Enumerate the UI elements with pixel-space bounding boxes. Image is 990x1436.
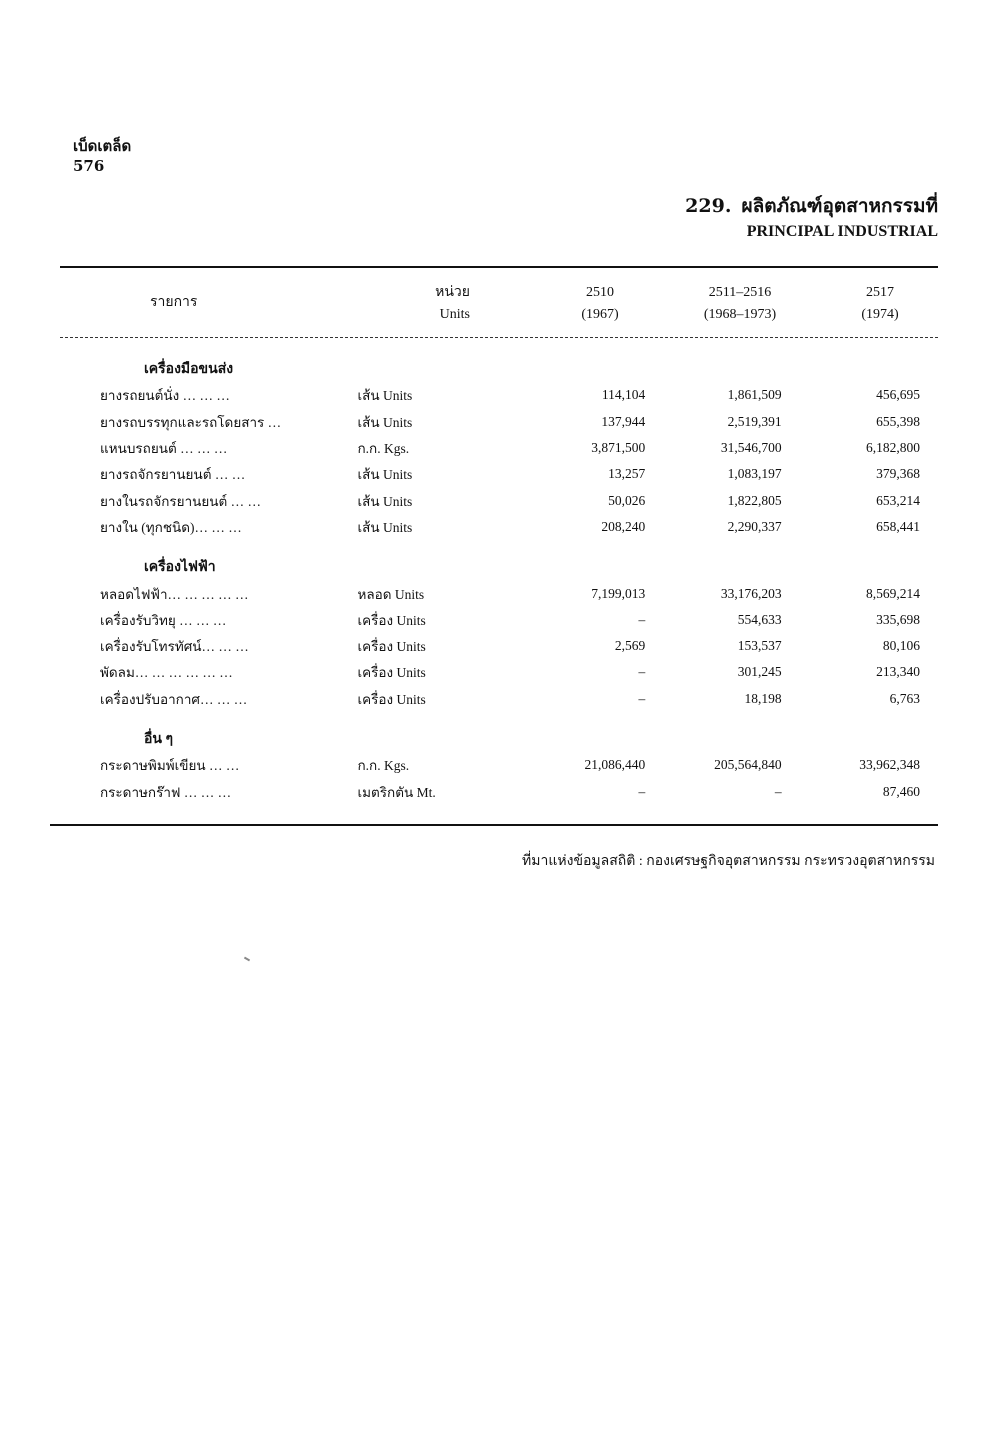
- row-unit: ก.ก. Kgs.: [357, 441, 410, 457]
- header-unit-english: Units: [439, 307, 470, 322]
- table-row: [100, 382, 920, 408]
- row-value-2511-2516: 2,290,337: [727, 518, 782, 534]
- header-col-2511-2516: [680, 282, 800, 326]
- table-row: [100, 409, 920, 435]
- running-head: [73, 136, 131, 176]
- row-unit: เครื่อง Units: [357, 612, 426, 628]
- row-unit: เครื่อง Units: [357, 639, 426, 655]
- row-value-2510: –: [638, 690, 646, 706]
- table-row: [100, 659, 920, 685]
- row-value-2510: –: [638, 611, 646, 627]
- row-item-label: พัดลม… … … … … …: [100, 665, 233, 681]
- row-value-2510: 7,199,013: [591, 585, 646, 601]
- source-note: ที่มาแห่งข้อมูลสถิติ : กองเศรษฐกิจอุตสาหกรรม กระทรวงอุตสาหกรรม: [522, 854, 935, 869]
- row-value-2510: 50,026: [608, 492, 646, 508]
- row-unit: เส้น Units: [357, 414, 413, 430]
- row-item-label: กระดาษกร๊าฟ … … …: [100, 784, 232, 800]
- header-col-2517: [845, 282, 915, 326]
- header-item: รายการ: [150, 295, 198, 310]
- row-value-2517: 80,106: [882, 638, 920, 654]
- row-item-label: แหนบรถยนต์ … … …: [100, 441, 228, 457]
- row-unit: เส้น Units: [357, 519, 413, 535]
- table-title-thai: ผลิตภัณฑ์อุตสาหกรรมที่: [741, 195, 938, 217]
- header-col3-year: 2517: [866, 285, 894, 300]
- row-value-2511-2516: 153,537: [737, 638, 782, 654]
- row-item-label: กระดาษพิมพ์เขียน … …: [100, 758, 240, 774]
- data-table-body: [100, 356, 920, 805]
- row-value-2517: 6,763: [889, 690, 920, 706]
- section-heading: เครื่องไฟฟ้า: [144, 560, 216, 576]
- header-col-2510: [560, 282, 640, 326]
- row-item-label: ยางรถจักรยานยนต์ … …: [100, 467, 246, 483]
- row-value-2510: 13,257: [608, 466, 646, 482]
- row-value-2511-2516: 1,861,509: [727, 387, 782, 403]
- running-head-title: เบ็ดเตล็ด: [73, 137, 132, 155]
- row-value-2511-2516: 18,198: [744, 690, 782, 706]
- row-item-label: ยางรถบรรทุกและรถโดยสาร …: [100, 414, 282, 430]
- header-unit: [400, 282, 470, 326]
- row-unit: หลอด Units: [357, 586, 425, 602]
- row-unit: เส้น Units: [357, 388, 413, 404]
- row-item-label: เครื่องรับวิทยุ … … …: [100, 612, 227, 628]
- row-value-2510: 21,086,440: [584, 757, 646, 773]
- row-value-2511-2516: –: [774, 783, 782, 799]
- page-number: 576: [73, 157, 105, 175]
- row-value-2510: –: [638, 783, 646, 799]
- row-unit: ก.ก. Kgs.: [357, 758, 410, 774]
- row-value-2510: 208,240: [601, 518, 646, 534]
- row-value-2511-2516: 33,176,203: [720, 585, 782, 601]
- row-value-2510: 2,569: [614, 638, 646, 654]
- row-value-2517: 8,569,214: [866, 585, 920, 601]
- section-heading: เครื่องมือขนส่ง: [144, 362, 234, 378]
- table-bottom-rule: [50, 824, 938, 826]
- row-value-2517: 655,398: [876, 413, 920, 429]
- header-rule: [60, 337, 938, 338]
- row-item-label: ยางใน (ทุกชนิด)… … …: [100, 519, 242, 535]
- row-value-2517: 379,368: [876, 466, 920, 482]
- row-unit: เมตริกตัน Mt.: [357, 784, 436, 800]
- row-value-2517: 87,460: [882, 783, 920, 799]
- table-title-english: PRINCIPAL INDUSTRIAL: [746, 223, 938, 240]
- row-unit: เครื่อง Units: [357, 665, 426, 681]
- row-value-2511-2516: 205,564,840: [714, 757, 782, 773]
- row-value-2511-2516: 1,083,197: [727, 466, 782, 482]
- row-value-2510: –: [638, 664, 646, 680]
- section-gap: [100, 712, 920, 726]
- row-value-2511-2516: 31,546,700: [720, 440, 782, 456]
- section-gap: [100, 540, 920, 554]
- section-heading: อื่น ๆ: [144, 732, 173, 747]
- section-header-row: [100, 726, 920, 752]
- row-unit: เส้น Units: [357, 493, 413, 509]
- table-number: 229.: [685, 195, 732, 217]
- row-unit: เส้น Units: [357, 467, 413, 483]
- header-col3-ce: (1974): [861, 307, 899, 322]
- row-value-2517: 335,698: [876, 611, 920, 627]
- table-row: [100, 461, 920, 487]
- row-value-2510: 137,944: [601, 413, 646, 429]
- header-col2-ce: (1968–1973): [703, 307, 777, 322]
- row-value-2511-2516: 554,633: [737, 611, 782, 627]
- row-value-2511-2516: 301,245: [737, 664, 782, 680]
- table-row: [100, 686, 920, 712]
- header-col1-ce: (1967): [581, 307, 619, 322]
- table-top-rule: [60, 266, 938, 268]
- table-row: [100, 514, 920, 540]
- row-item-label: ยางในรถจักรยานยนต์ … …: [100, 493, 262, 509]
- row-value-2511-2516: 2,519,391: [727, 413, 782, 429]
- table-row: [100, 607, 920, 633]
- table-row: [100, 580, 920, 606]
- table-row: [100, 752, 920, 778]
- header-col1-year: 2510: [586, 285, 614, 300]
- row-value-2510: 3,871,500: [591, 440, 646, 456]
- row-value-2510: 114,104: [601, 387, 646, 403]
- table-row: [100, 435, 920, 461]
- row-value-2517: 6,182,800: [866, 440, 920, 456]
- row-value-2511-2516: 1,822,805: [727, 492, 782, 508]
- section-header-row: [100, 356, 920, 382]
- table-row: [100, 487, 920, 513]
- row-item-label: หลอดไฟฟ้า… … … … …: [100, 586, 249, 602]
- row-value-2517: 33,962,348: [859, 757, 920, 773]
- row-value-2517: 213,340: [876, 664, 920, 680]
- row-value-2517: 658,441: [876, 518, 920, 534]
- section-header-row: [100, 554, 920, 580]
- header-unit-thai: หน่วย: [435, 285, 470, 300]
- table-row: [100, 778, 920, 804]
- row-item-label: เครื่องปรับอากาศ… … …: [100, 691, 248, 707]
- data-table: [100, 356, 920, 805]
- table-row: [100, 633, 920, 659]
- row-value-2517: 653,214: [876, 492, 920, 508]
- header-col2-year: 2511–2516: [708, 285, 772, 300]
- scan-speck: [244, 957, 250, 962]
- row-value-2517: 456,695: [876, 387, 920, 403]
- table-title: [685, 193, 938, 243]
- row-item-label: ยางรถยนต์นั่ง … … …: [100, 388, 230, 404]
- row-unit: เครื่อง Units: [357, 691, 426, 707]
- row-item-label: เครื่องรับโทรทัศน์… … …: [100, 639, 249, 655]
